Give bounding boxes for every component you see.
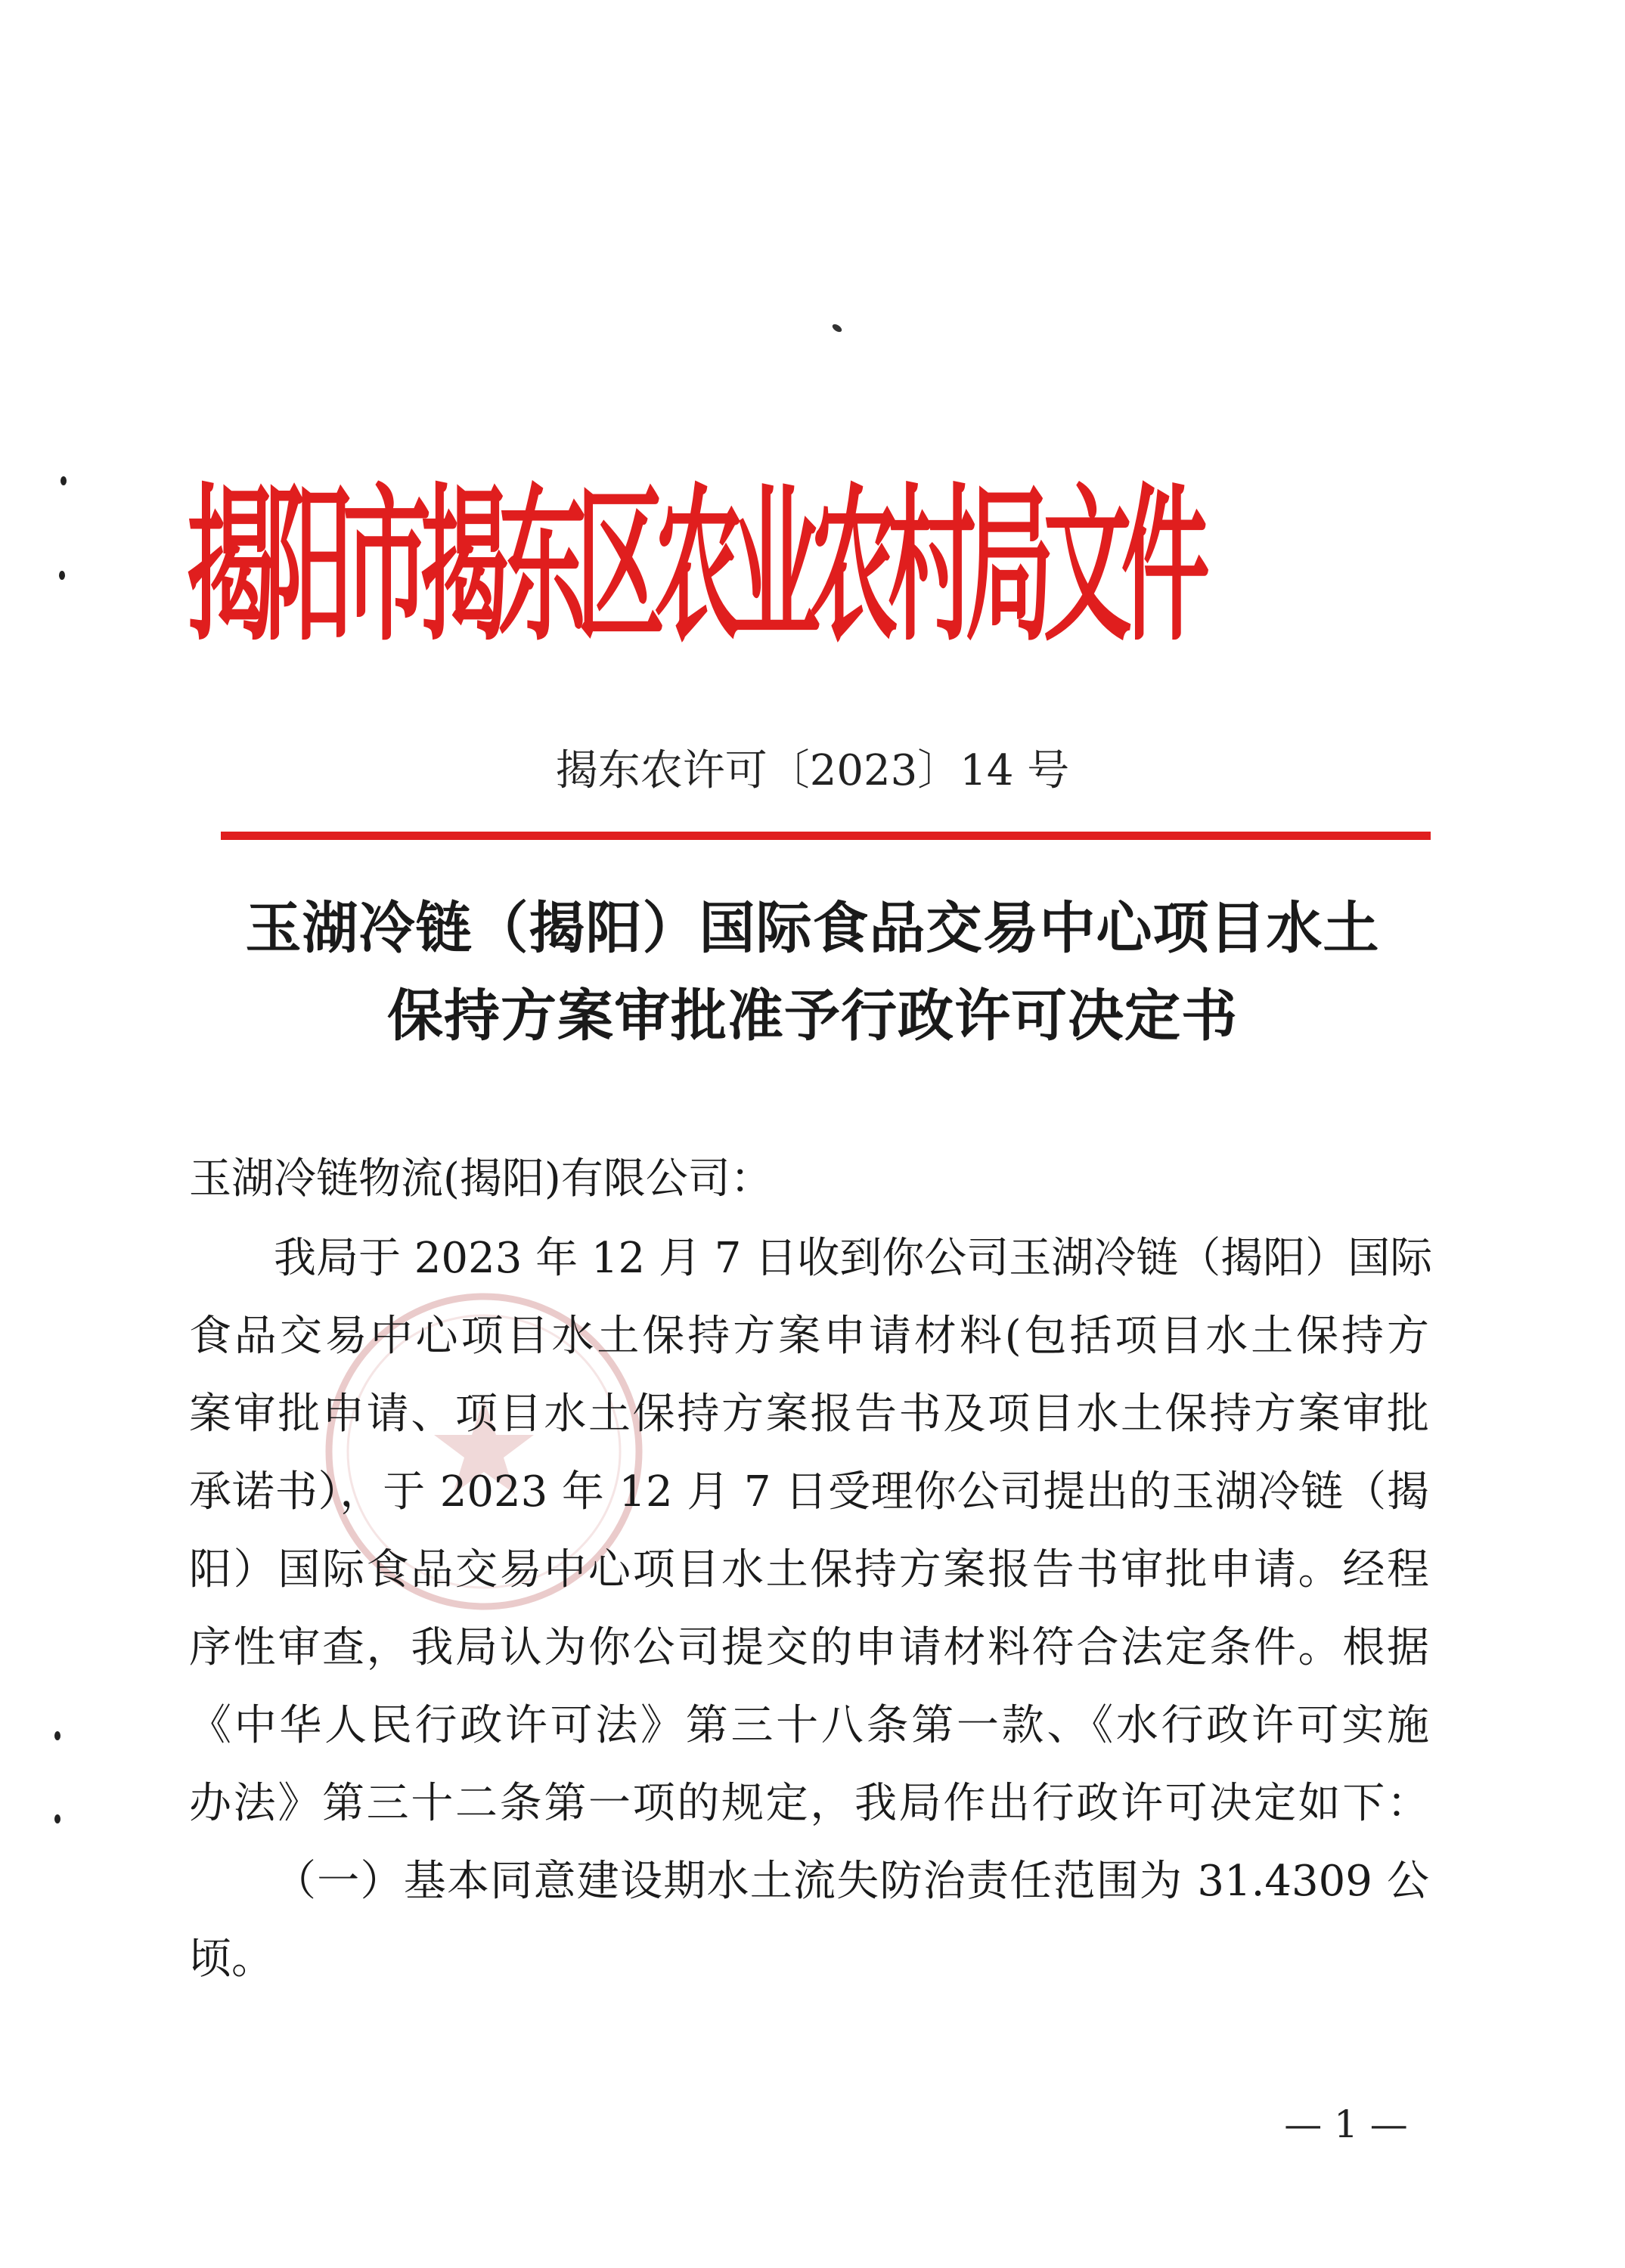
document-number: 揭东农许可〔2023〕14 号	[555, 746, 1070, 795]
scan-speck	[831, 323, 843, 334]
scan-speck	[59, 571, 65, 580]
scan-speck	[60, 476, 67, 485]
paragraph-line: 《中华人民行政许可法》第三十八条第一款、《水行政许可实施	[189, 1701, 1429, 1750]
red-divider-rule	[221, 832, 1431, 840]
page-number: — 1 —	[1284, 2102, 1408, 2146]
document-title-line-2: 保持方案审批准予行政许可决定书	[387, 984, 1238, 1049]
paragraph-line: 食品交易中心项目水土保持方案申请材料(包括项目水土保持方	[189, 1312, 1429, 1361]
paragraph-line: 阳）国际食品交易中心项目水土保持方案报告书审批申请。经程	[189, 1545, 1429, 1594]
scan-speck	[54, 1814, 60, 1823]
issuer-title: 揭阳市揭东区农业农村局文件	[187, 469, 1199, 665]
paragraph-line: 序性审查，我局认为你公司提交的申请材料符合法定条件。根据	[189, 1623, 1429, 1672]
paragraph-line: 承诺书），于 2023 年 12 月 7 日受理你公司提出的玉湖冷链（揭	[189, 1467, 1429, 1517]
decision-item-1-continued: 顷。	[189, 1935, 274, 1984]
scan-speck	[54, 1731, 60, 1740]
paragraph-line: 办法》第三十二条第一项的规定，我局作出行政许可决定如下：	[189, 1779, 1429, 1828]
addressee: 玉湖冷链物流(揭阳)有限公司：	[189, 1154, 773, 1204]
decision-item-1: （一）基本同意建设期水土流失防治责任范围为 31.4309 公	[274, 1857, 1429, 1906]
paragraph-line: 案审批申请、项目水土保持方案报告书及项目水土保持方案审批	[189, 1390, 1429, 1439]
document-title-line-1: 玉湖冷链（揭阳）国际食品交易中心项目水土	[245, 896, 1380, 961]
paragraph-line: 我局于 2023 年 12 月 7 日收到你公司玉湖冷链（揭阳）国际	[274, 1234, 1433, 1283]
